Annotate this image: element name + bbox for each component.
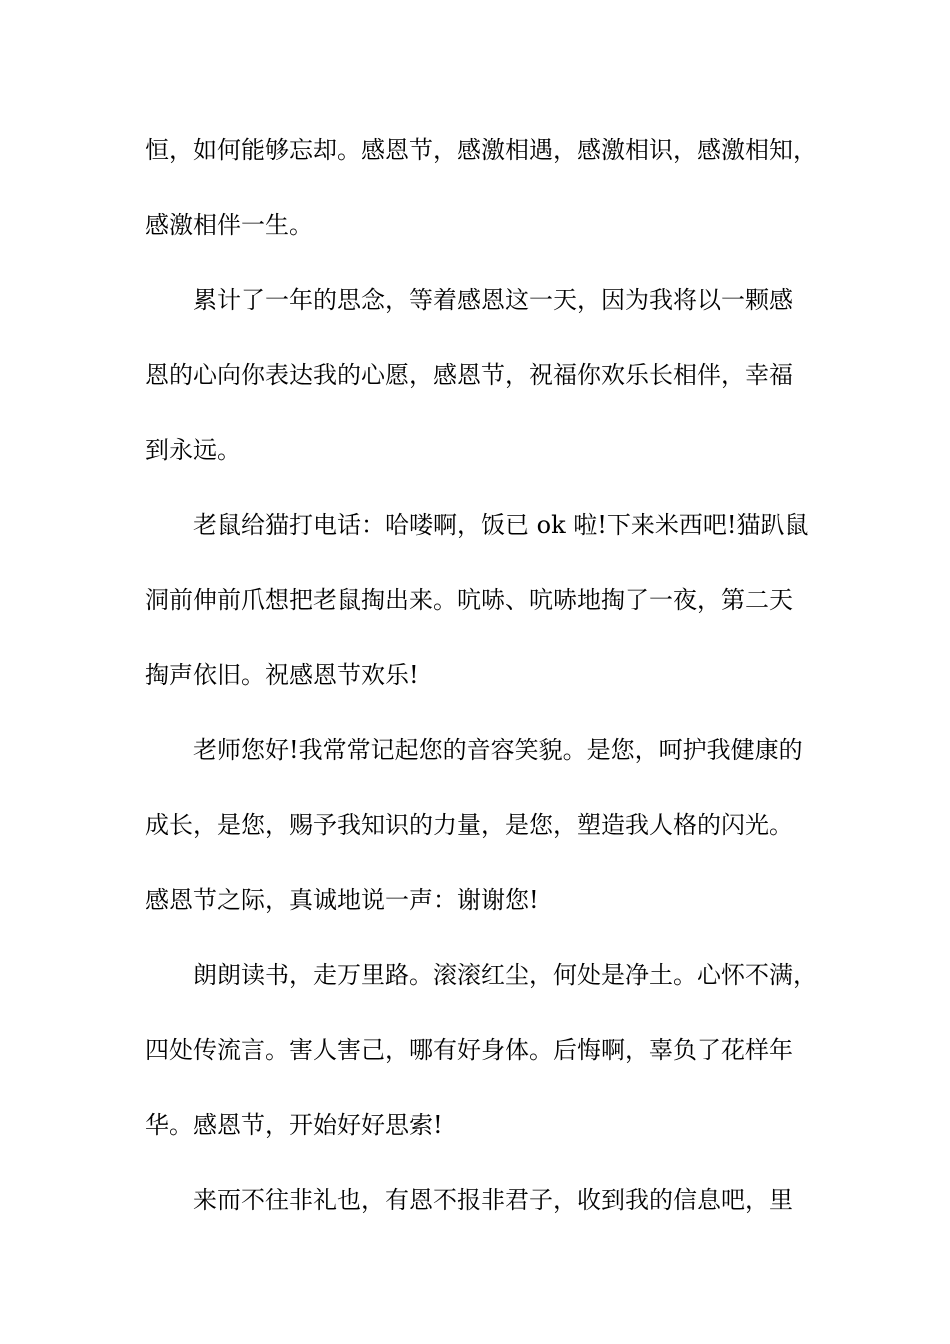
text-line: 成长，是您，赐予我知识的力量，是您，塑造我人格的闪光。 [145,811,793,839]
paragraph-start-line: 来而不往非礼也，有恩不报非君子，收到我的信息吧，里 [193,1186,793,1214]
paragraph-start-line: 朗朗读书，走万里路。滚滚红尘，何处是净土。心怀不满， [193,961,817,989]
text-line: 感恩节之际，真诚地说一声：谢谢您! [145,886,539,914]
text-line: 恒，如何能够忘却。感恩节，感激相遇，感激相识，感激相知， [145,136,817,164]
text-line: 华。感恩节，开始好好思索! [145,1111,443,1139]
paragraph-start-line: 累计了一年的思念，等着感恩这一天，因为我将以一颗感 [193,286,793,314]
paragraph-start-line: 老师您好!我常常记起您的音容笑貌。是您，呵护我健康的 [193,736,803,764]
text-line: 到永远。 [145,436,241,464]
text-line: 感激相伴一生。 [145,211,313,239]
text-line: 洞前伸前爪想把老鼠掏出来。吭哧、吭哧地掏了一夜，第二天 [145,586,793,614]
text-line: 四处传流言。害人害己，哪有好身体。后悔啊，辜负了花样年 [145,1036,793,1064]
paragraph-start-line: 老鼠给猫打电话：哈喽啊，饭已 ok 啦!下来米西吧!猫趴鼠 [193,511,809,539]
text-line: 恩的心向你表达我的心愿，感恩节，祝福你欢乐长相伴，幸福 [145,361,793,389]
text-line: 掏声依旧。祝感恩节欢乐! [145,661,419,689]
